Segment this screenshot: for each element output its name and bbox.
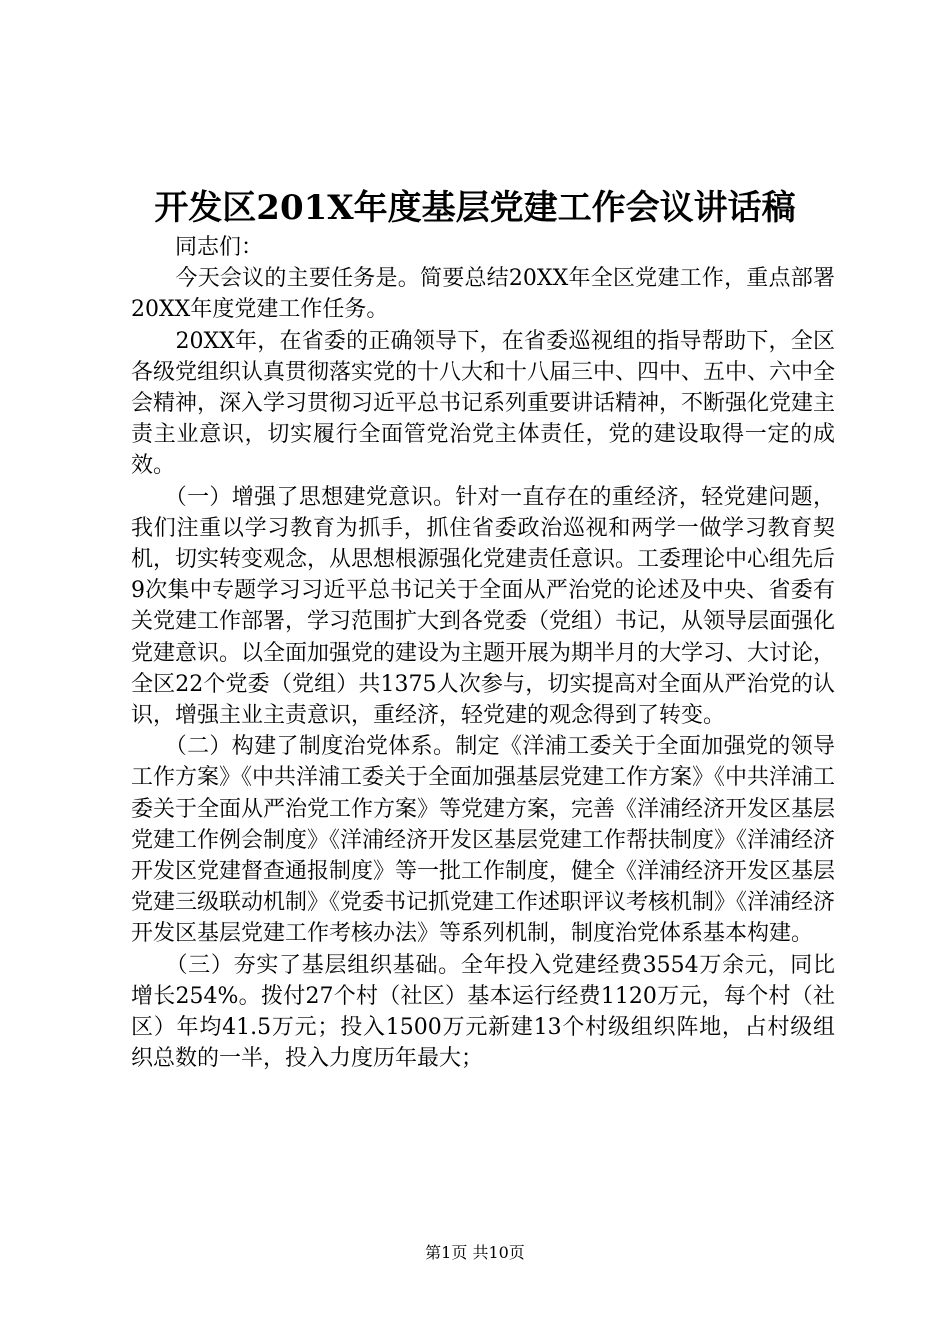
document-body [131, 232, 835, 1074]
document-title: 开发区201X年度基层党建工作会议讲话稿 [154, 188, 796, 228]
page-footer: 第1页 共10页 [425, 1243, 525, 1262]
paragraph-summary: 20XX年，在省委的正确领导下，在省委巡视组的指导帮助下，全区各级党组织认真贯彻落实党的十八大和十八届三中、四中、五中、六中全会精神，深入学习贯彻习近平总书记系列重要讲话精神，不断强化党建主责主业意识，切实履行全面管党治党主体责任，党的建设取得一定的成效。 [131, 328, 836, 479]
paragraph-section-2: （二）构建了制度治党体系。制定《洋浦工委关于全面加强党的领导工作方案》《中共洋浦工委关于全面加强基层党建工作方案》《中共洋浦工委关于全面从严治党工作方案》等党建方案，完善《洋浦经济开发区基层党建工作例会制度》《洋浦经济开发区基层党建工作帮扶制度》《洋浦经济开发区党建督查通报制度》等一批工作制度，健全《洋浦经济开发区基层党建三级联动机制》《党委书记抓党建工作述职评议考核机制》《洋浦经济开发区基层党建工作考核办法》等系列机制，制度治党体系基本构建。 [131, 734, 836, 947]
paragraph-meeting-task: 今天会议的主要任务是。简要总结20XX年全区党建工作，重点部署20XX年度党建工作任务。 [131, 266, 835, 323]
paragraph-section-1: （一）增强了思想建党意识。针对一直存在的重经济，轻党建问题，我们注重以学习教育为抓手，抓住省委政治巡视和两学一做学习教育契机，切实转变观念，从思想根源强化党建责任意识。工委理论中心组先后9次集中专题学习习近平总书记关于全面从严治党的论述及中央、省委有关党建工作部署，学习范围扩大到各党委（党组）书记，从领导层面强化党建意识。以全面加强党的建设为主题开展为期半月的大学习、大讨论，全区22个党委（党组）共1375人次参与，切实提高对全面从严治党的认识，增强主业主责意识，重经济，轻党建的观念得到了转变。 [131, 484, 836, 729]
paragraph-greeting: 同志们： [131, 235, 264, 260]
paragraph-section-3: （三）夯实了基层组织基础。全年投入党建经费3554万余元，同比增长254%。拨付27个村（社区）基本运行经费1120万元，每个村（社区）年均41.5万元；投入1500万元新建13个村级组织阵地，占村级组织总数的一半，投入力度历年最大； [131, 952, 835, 1072]
